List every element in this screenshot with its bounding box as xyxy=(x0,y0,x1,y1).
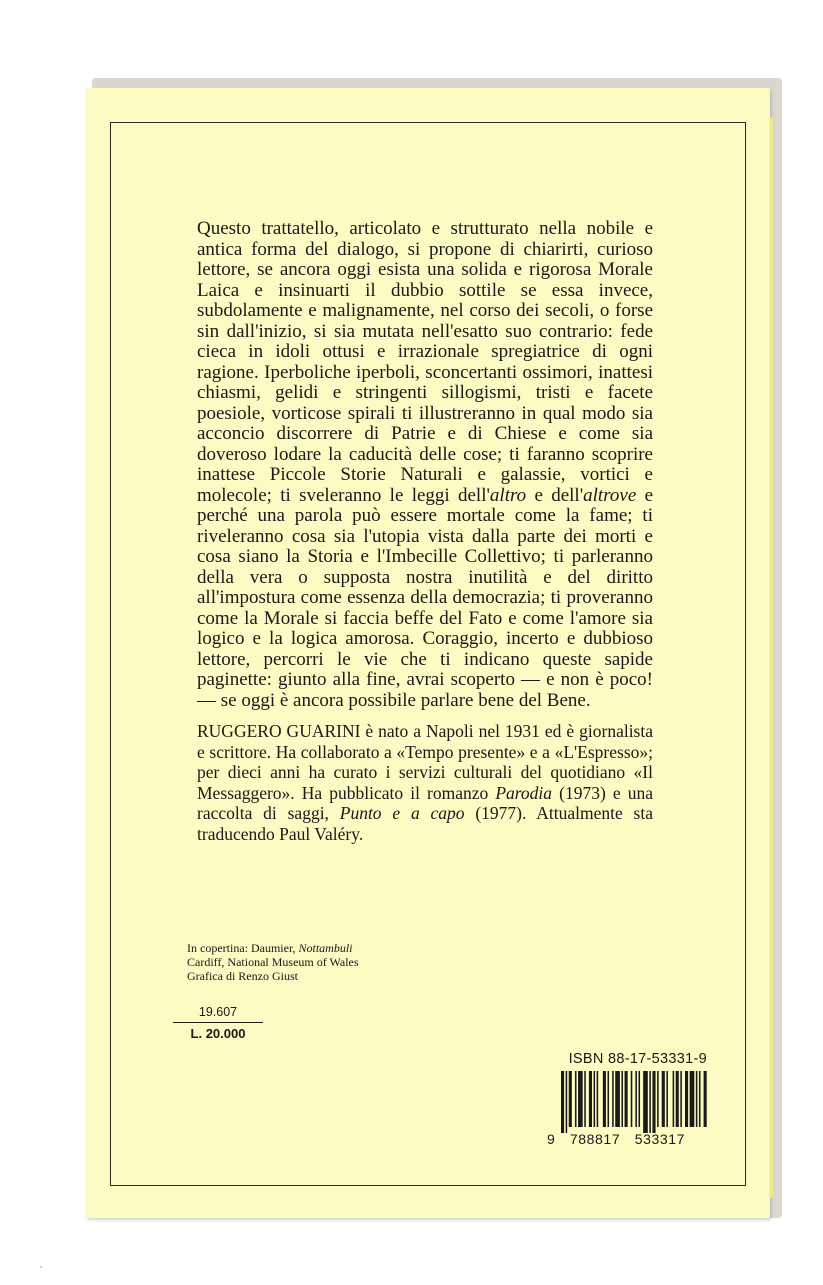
blurb-text-3: e perché una parola può essere mortale come la fame; ti riveleranno cosa sia l'utopia vista dalla parte dei morti e cosa siano la Storia e l'Imbecille Collettivo; ti parleranno della vera o supposta nostra inutilità e del diritto all'impostura come essenza della democrazia; ti proveranno come la Morale si faccia beffe del Fato e come l'amore sia logico e la logica amorosa. Coraggio, incerto e dubbioso lettore, percorri le vie che ti indicano queste sapide paginette: giunto alla fine, avrai scoperto — e non è poco! — se oggi è ancora possibile parlare bene del Bene. xyxy=(197,484,654,711)
barcode-bar xyxy=(631,1071,633,1127)
bio-text-1: RUGGERO GUARINI è nato a Napoli nel 1931 ed è giornalista e scrittore. Ha collaborato a «Tempo presente» e a «L'Espresso»; per dieci anni ha curato i servizi culturali del quotidiano «Il Messaggero». Ha pubblicato il romanzo xyxy=(197,721,653,803)
barcode-bar xyxy=(561,1071,564,1133)
barcode-bar xyxy=(566,1071,568,1133)
barcode-bar xyxy=(666,1071,668,1127)
ean-digits xyxy=(547,1131,707,1147)
ean-first-digit: 9 xyxy=(547,1131,556,1147)
barcode-bar xyxy=(685,1071,688,1127)
barcode-bar xyxy=(589,1071,592,1127)
barcode-bar xyxy=(612,1071,614,1127)
barcode-bar xyxy=(704,1071,707,1127)
barcode-bar xyxy=(657,1071,659,1127)
barcode-bar xyxy=(635,1071,637,1127)
speck xyxy=(40,1266,42,1268)
blurb-emphasis-altrove: altrove xyxy=(583,484,637,506)
barcode-bar xyxy=(615,1071,620,1127)
barcode-bar xyxy=(649,1071,651,1133)
blurb-text-1: Questo trattatello, articolato e strutturato nella nobile e antica forma del dialogo, si propone di chiarirti, curioso lettore, se ancora oggi esista una solida e rigorosa Morale Laica e insinuarti il dubbio sottile se essa invece, subdolamente e malignamente, nel corso dei secoli, o forse sin dall'inizio, si sia mutata nell'esatto suo contrario: fede cieca in idoli ottusi e irrazionale spregiatrice di ogni ragione. Iperboliche iperboli, sconcertanti ossimori, inattesi chiasmi, gelidi e stringenti sillogismi, tristi e facete poesiole, vorticose spirali ti illustreranno in qual modo sia acconcio discorrere di Patrie e di Chiese e come sia doveroso lodare la caducità delle cose; ti faranno scoprire inattese Piccole Storie Naturali e galassie, vortici e molecole; ti sveleranno le leggi dell' xyxy=(197,218,653,506)
barcode-bar xyxy=(662,1071,665,1127)
bio-title-parodia: Parodia xyxy=(495,782,553,803)
barcode-bar xyxy=(676,1071,679,1127)
barcode-bar xyxy=(608,1071,610,1127)
barcode-bar xyxy=(643,1071,648,1133)
barcode-bar xyxy=(696,1071,698,1127)
blurb-emphasis-altro: altro xyxy=(489,484,527,506)
barcode-bar xyxy=(690,1071,695,1127)
ean-left-group: 788817 xyxy=(569,1131,621,1147)
credit-line-design: Grafica di Renzo Giust xyxy=(187,969,298,983)
bio-title-punto-e-a-capo: Punto e a capo xyxy=(339,803,465,823)
isbn-label: ISBN 88-17-53331-9 xyxy=(568,1051,707,1067)
barcode-bar xyxy=(699,1071,701,1127)
barcode-bar xyxy=(594,1071,596,1127)
blurb-paragraph xyxy=(197,219,653,711)
barcode-bar xyxy=(621,1071,623,1127)
ean-right-group: 533317 xyxy=(634,1131,686,1147)
cover-frame xyxy=(110,122,746,1186)
barcode-bar xyxy=(652,1071,655,1133)
page-edge xyxy=(769,118,774,1198)
catalog-number: 19.607 xyxy=(198,1005,238,1019)
credit-artwork-title: Nottambuli xyxy=(298,941,353,955)
barcode-bar xyxy=(625,1071,628,1127)
price-divider xyxy=(173,1022,263,1023)
barcode-bar xyxy=(569,1071,572,1127)
credit-line-cover-art xyxy=(187,941,447,955)
barcode-bar xyxy=(597,1071,599,1127)
barcode-bar xyxy=(680,1071,682,1127)
author-bio xyxy=(197,721,653,844)
bio-text-3: (1977). Attualmente sta traducendo Paul Valéry. xyxy=(197,803,653,844)
barcode-bar xyxy=(578,1071,583,1127)
bio-text-2: (1973) e una raccolta di saggi, xyxy=(197,782,653,823)
isbn-barcode-block xyxy=(547,1051,707,1147)
barcode-bar xyxy=(639,1071,641,1127)
barcode-bar xyxy=(575,1071,577,1127)
barcode-bar xyxy=(673,1071,675,1127)
barcode xyxy=(547,1071,707,1133)
price-label: L. 20.000 xyxy=(190,1026,246,1041)
blurb-text-2: e dell' xyxy=(526,484,584,506)
barcode-bar xyxy=(584,1071,586,1127)
cover-credits xyxy=(187,941,447,983)
credit-line-museum: Cardiff, National Museum of Wales xyxy=(187,955,359,969)
credit-prefix: In copertina: Daumier, xyxy=(187,941,299,955)
price-block xyxy=(173,1005,263,1041)
book-back-cover xyxy=(86,88,770,1218)
barcode-bar xyxy=(603,1071,606,1127)
